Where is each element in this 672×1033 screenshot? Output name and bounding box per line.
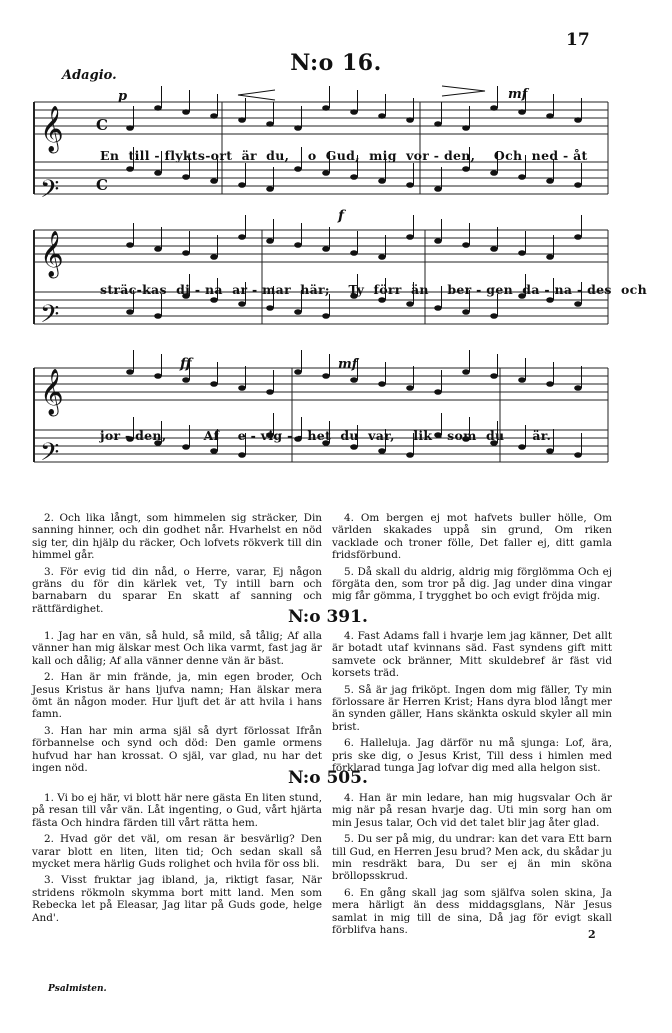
verse: 1. Jag har en vän, så huld, så mild, så tålig; Af alla vänner han mig älskar mest Och lika varmt, fast jag är kall och dålig; Af alla vänner denne vän är bäst.: [32, 630, 322, 667]
clefs: [40, 106, 108, 473]
svg-text:𝄢: 𝄢: [40, 438, 60, 473]
footer-publisher: Psalmisten.: [48, 984, 107, 994]
dynamic-f: f: [338, 208, 345, 224]
hymn-title-main: N:o 16.: [290, 50, 382, 76]
svg-text:𝄞: 𝄞: [40, 106, 64, 152]
verse: 5. Då skall du aldrig, aldrig mig förglömma Och ej förgäta den, som tror på dig. Jag under dina vingar mig får gömma, I trygghet bo och evigt fröjda mig.: [332, 565, 612, 603]
page-number: 17: [566, 30, 590, 50]
svg-text:𝄞: 𝄞: [40, 369, 64, 415]
svg-text:C: C: [96, 176, 108, 194]
verse: 2. Hvad gör det väl, om resan är besvärlig? Den varar blott en liten, liten tid; Och sedan skall så mycket mera härlig Guds rolighet och hvila för oss bli.: [32, 833, 322, 871]
main-verses-right: [332, 512, 612, 607]
hymn-505-right: [332, 792, 612, 940]
verse: 3. Han har min arma själ så dyrt förlossat Ifrån förbannelse och synd och död: Den gamle ormens hufvud har han krossat. O själ, var glad, nu har det ingen nöd.: [32, 724, 322, 775]
verse: 6. En gång skall jag som själfva solen skina, Ja mera härligt än dess middagsglans, När Jesus samlat in mig till de sina, Då jag för evigt skall förblifva hans.: [332, 886, 612, 937]
hairpins: [238, 86, 485, 100]
dynamic-mf: mf: [508, 87, 528, 102]
tempo-marking: Adagio.: [62, 68, 117, 83]
verse: 2. Han är min frände, ja, min egen broder, Och Jesus Kristus är hans ljufva namn; Han älskar mera ömt än någon moder. Hur ljuft det är att hvila i hans famn.: [32, 671, 322, 721]
hymn-title-391: N:o 391.: [288, 607, 368, 627]
dynamic-ff: ff: [180, 356, 192, 372]
notation-marks: [126, 86, 582, 458]
music-score: [0, 0, 672, 500]
verse: 3. För evig tid din nåd, o Herre, varar, Ej någon gräns du för din kärlek vet, Ty intill barn och barnabarn du sparar En skatt af sanning och rättfärdighet.: [32, 565, 322, 615]
verse: 4. Fast Adams fall i hvarje lem jag känner, Det allt är botadt utaf kvinnans säd. Fast syndens gift mitt samvete ock bränner, Mitt skuldebref är fäst vid korsets träd.: [332, 630, 612, 680]
hymn-391-left: [32, 630, 322, 778]
svg-text:𝄢: 𝄢: [40, 300, 60, 335]
svg-text:C: C: [96, 116, 108, 134]
main-verses-left: [32, 512, 322, 619]
lyric-line-2: sträc-kas di - na ar - mar här; Ty förr än ber - gen da - na - des och: [100, 282, 647, 297]
verse: 4. Om bergen ej mot hafvets buller hölle, Om världen skakades uppå sin grund, Om riken vacklade och troner fölle, Det faller ej, ditt gamla fridsförbund.: [332, 512, 612, 562]
svg-text:𝄞: 𝄞: [40, 231, 64, 277]
svg-text:𝄢: 𝄢: [40, 175, 60, 210]
dynamic-mf-2: mf: [338, 357, 358, 372]
hymn-391-right: [332, 630, 612, 778]
hymn-505-left: [32, 792, 322, 928]
verse: 1. Vi bo ej här, vi blott här nere gästa En liten stund, på resan till vår vän. Låt ingenting, o Gud, vårt hjärta fästa Och hindra färden till vårt rätta hem.: [32, 792, 322, 829]
verse: 5. Du ser på mig, du undrar: kan det vara Ett barn till Gud, en Herren Jesu brud? Men ack, du skådar ju min resdräkt bara, Du ser ej än min sköna bröllopsskrud.: [332, 833, 612, 883]
verse: 6. Halleluja. Jag därför nu må sjunga: Lof, ära, pris ske dig, o Jesus Krist, Till dess i himlen med förklarad tunga Jag lofvar dig med alla helgon sist.: [332, 737, 612, 775]
lyric-line-1: En till - flykts-ort är du, o Gud, mig vor - den, Och ned - åt: [100, 148, 588, 163]
lyric-line-3: jor - den, Af e - vig - - het du var, lik - som du är.: [100, 428, 552, 443]
verse: 2. Och lika långt, som himmelen sig sträcker, Din sanning hinner, och din godhet når. Hvarhelst en nöd sig ter, din hjälp du räcker, Och lofvets rökverk till din himmel går.: [32, 512, 322, 562]
verse: 4. Han är min ledare, han mig hugsvalar Och är mig när på resan hvarje dag. Uti min sorg han om min Jesus talar, Och vid det talet blir jag åter glad.: [332, 792, 612, 829]
verse: 3. Visst fruktar jag ibland, ja, riktigt fasar, När stridens rökmoln skymma bort mitt land. Men som Rebecka let på Eleasar, Jag litar på Guds gode, helge And'.: [32, 874, 322, 924]
dynamic-p: p: [118, 89, 128, 104]
verse: 5. Så är jag friköpt. Ingen dom mig fäller, Ty min förlossare är Herren Krist; Hans dyra blod långt mer än synden gäller, Hans skänkta oskuld skyler all min brist.: [332, 683, 612, 733]
signature-mark: 2: [588, 928, 596, 941]
hymn-title-505: N:o 505.: [288, 768, 368, 788]
